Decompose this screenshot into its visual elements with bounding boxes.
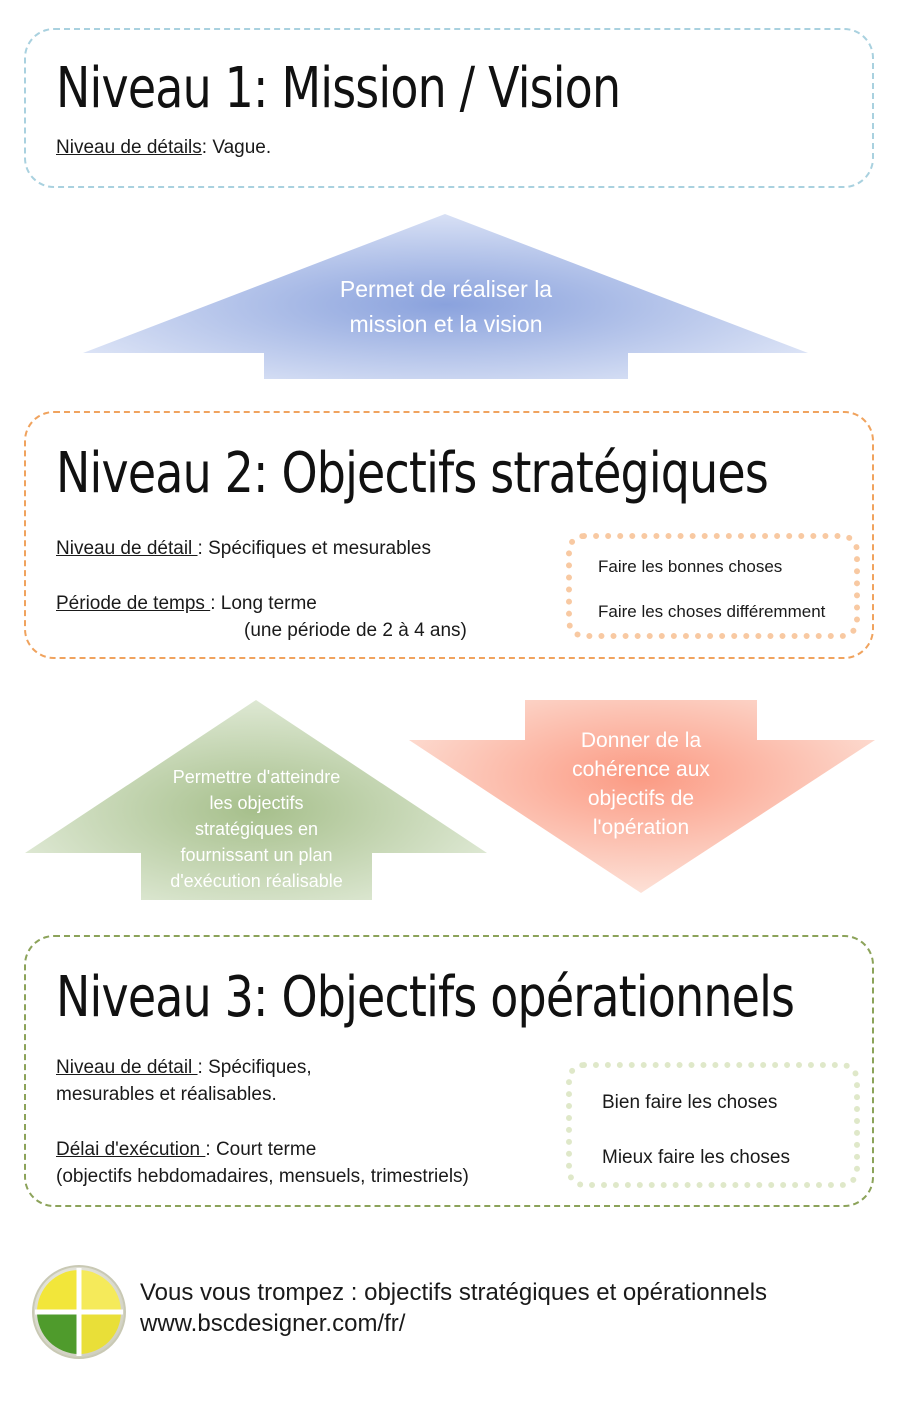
level2-period-label: Période de temps <box>56 593 211 614</box>
level1-box <box>24 28 874 188</box>
level2-title: Niveau 2: Objectifs stratégiques <box>56 441 768 506</box>
level2-notes-box <box>566 533 860 639</box>
level2-detail <box>56 535 431 562</box>
level3-detail-label: Niveau de détail <box>56 1057 198 1078</box>
footer-caption: Vous vous trompez : objectifs stratégiques et opérationnels <box>140 1279 768 1306</box>
level3-detail <box>56 1054 312 1081</box>
orange-arrow-line-3: objectifs de <box>587 787 695 810</box>
level3-box <box>24 935 874 1207</box>
level2-note-1: Faire les bonnes choses <box>598 557 783 576</box>
level1-detail <box>56 134 271 161</box>
level3-title: Niveau 3: Objectifs opérationnels <box>56 965 795 1030</box>
blue-arrow-text <box>265 272 627 342</box>
footer-url[interactable]: www.bscdesigner.com/fr/ <box>140 1310 406 1337</box>
level3-delay-note: (objectifs hebdomadaires, mensuels, trimestriels) <box>56 1166 469 1187</box>
orange-arrow-text <box>525 726 757 842</box>
level1-title: Niveau 1: Mission / Vision <box>56 56 621 121</box>
orange-arrow-line-1: Donner de la <box>580 729 702 752</box>
blue-arrow-line-2: mission et la vision <box>349 311 543 337</box>
level3-detail-2: mesurables et réalisables. <box>56 1084 277 1105</box>
level2-period-note: (une période de 2 à 4 ans) <box>244 620 467 641</box>
green-arrow-line-3: stratégiques en <box>194 819 319 839</box>
level3-notes-box <box>566 1062 860 1188</box>
orange-arrow-line-2: cohérence aux <box>572 758 710 781</box>
level2-box <box>24 411 874 659</box>
level3-delay-value: : Court terme <box>205 1139 317 1160</box>
level2-detail-label: Niveau de détail <box>56 538 198 559</box>
level1-detail-label: Niveau de détails <box>56 137 202 158</box>
level3-note-1: Bien faire les choses <box>602 1092 778 1113</box>
blue-arrow-line-1: Permet de réaliser la <box>339 276 553 302</box>
green-arrow-line-4: fournissant un plan <box>180 845 333 865</box>
level2-detail-value: : Spécifiques et mesurables <box>197 538 431 559</box>
green-arrow-text <box>141 764 372 894</box>
level2-period <box>56 590 317 617</box>
green-arrow-line-1: Permettre d'atteindre <box>172 767 341 787</box>
orange-arrow-line-4: l'opération <box>592 816 690 839</box>
level3-delay <box>56 1136 316 1163</box>
level2-note-2: Faire les choses différemment <box>598 602 826 621</box>
green-arrow-line-2: les objectifs <box>209 793 304 813</box>
level3-delay-label: Délai d'exécution <box>56 1139 206 1160</box>
green-arrow-line-5: d'exécution réalisable <box>170 871 343 891</box>
level3-detail-value: : Spécifiques, <box>197 1057 312 1078</box>
level1-detail-value: : Vague. <box>201 137 272 158</box>
level3-note-2: Mieux faire les choses <box>602 1147 790 1168</box>
level2-period-value: : Long terme <box>210 593 317 614</box>
